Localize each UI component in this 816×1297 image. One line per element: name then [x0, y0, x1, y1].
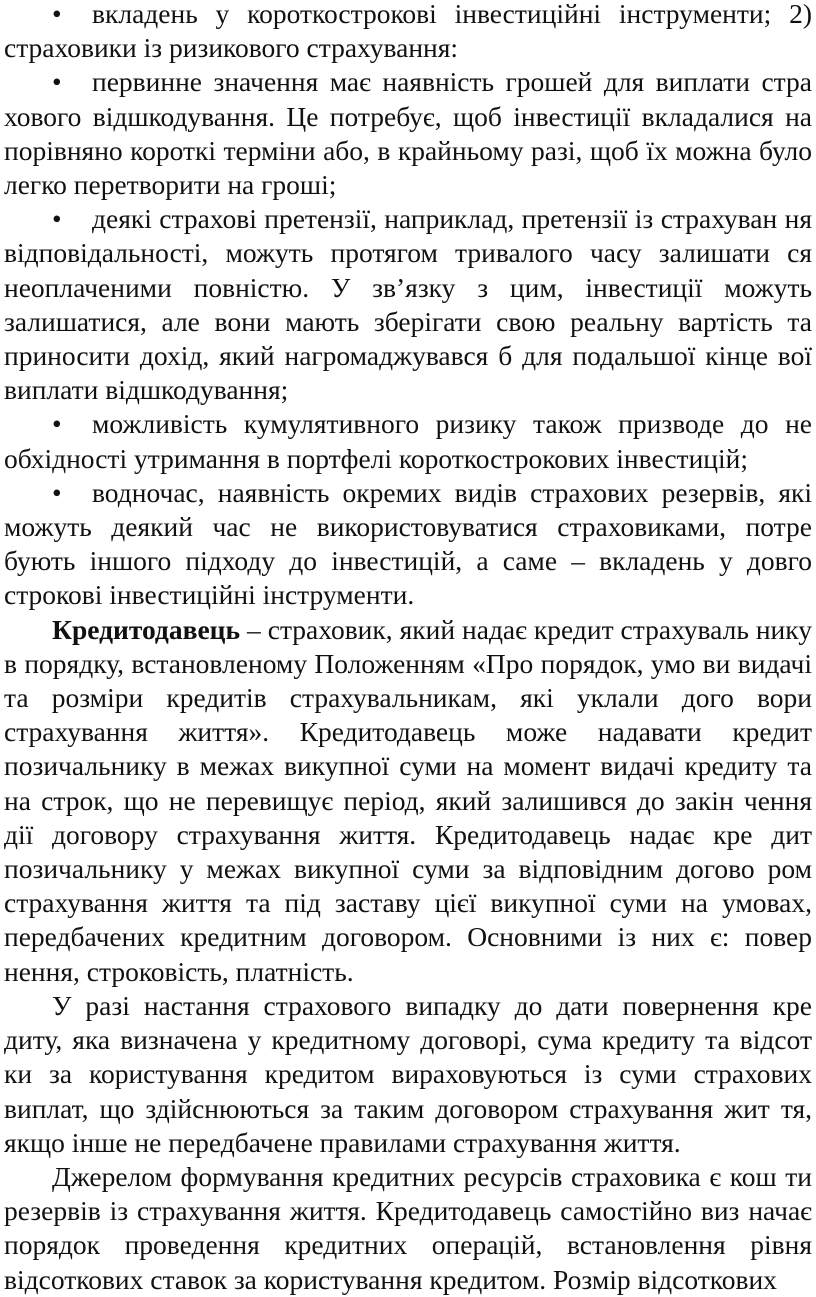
bullet-text: вкладень у короткострокові інвестиційні інструменти; 2) страховики із ризикового страхування:: [4, 0, 812, 64]
bullet-marker: •: [52, 203, 62, 235]
bullet-item-2: [4, 65, 812, 202]
bullet-marker: •: [52, 66, 62, 98]
bullet-text: деякі страхові претензії, наприклад, претензії із страхуван ня відповідальності, можуть протягом тривалого часу залишати ся неоплаченими повністю. У зв’язку з цим, інвестиції можуть залишатися, але вони мають зберігати свою реальну вартість та приносити дохід, який нагромаджувався б для подальшої кінце вої виплати відшкодування;: [4, 203, 812, 406]
bullet-marker: •: [52, 476, 62, 508]
credit-resources-paragraph: Джерелом формування кредитних ресурсів страховика є кош ти резервів із страхування життя. Кредитодавець самостійно виз начає порядок проведення кредитних операцій, встановлення рівня відсоткових ставок за користування кредитом. Розмір відсоткових: [4, 1160, 812, 1295]
insured-event-paragraph: У разі настання страхового випадку до дати повернення кре диту, яка визначена у кредитному договорі, сума кредиту та відсот ки за користування кредитом вираховуються із суми страхових виплат, що здійснюються за таким договором страхування жит тя, якщо інше не передбачене правилами страхування життя.: [4, 989, 812, 1158]
creditor-paragraph: [4, 613, 812, 989]
bullet-text: водночас, наявність окремих видів страхових резервів, які можуть деякий час не використовуватися страховиками, потре бують іншого підходу до інвестицій, а саме – вкладень у довго строкові інвестиційні інструменти.: [4, 476, 812, 611]
bullet-text: можливість кумулятивного ризику також призводе до не обхідності утримання в портфелі короткострокових інвестицій;: [4, 408, 812, 474]
creditor-definition: – страховик, який надає кредит страхуваль нику в порядку, встановленому Положенням «Про порядок, умо ви видачі та розміри кредитів страхувальникам, які уклали дого вори страхування життя». Кредитодавець може надавати кредит позичальнику в межах викупної суми на момент видачі кредиту та на строк, що не перевищує період, який залишився до закін чення дії договору страхування життя. Кредитодавець надає кре дит позичальнику у межах викупної суми за відповідним догово ром страхування життя та під заставу цієї викупної суми на умовах, передбачених кредитним договором. Основними із них є: повер нення, строковість, платність.: [4, 613, 812, 987]
bullet-item-3: [4, 202, 812, 407]
bullet-item-4: [4, 407, 812, 475]
bullet-marker: •: [52, 408, 62, 440]
creditor-term: Кредитодавець: [52, 613, 241, 645]
bullet-text: первинне значення має наявність грошей для виплати стра хового відшкодування. Це потребує, щоб інвестиції вкладалися на порівняно короткі терміни або, в крайньому разі, щоб їх можна було легко перетворити на гроші;: [4, 66, 812, 201]
bullet-item-1: [4, 0, 812, 65]
bullet-item-5: [4, 476, 812, 613]
bullet-marker: •: [52, 0, 62, 29]
